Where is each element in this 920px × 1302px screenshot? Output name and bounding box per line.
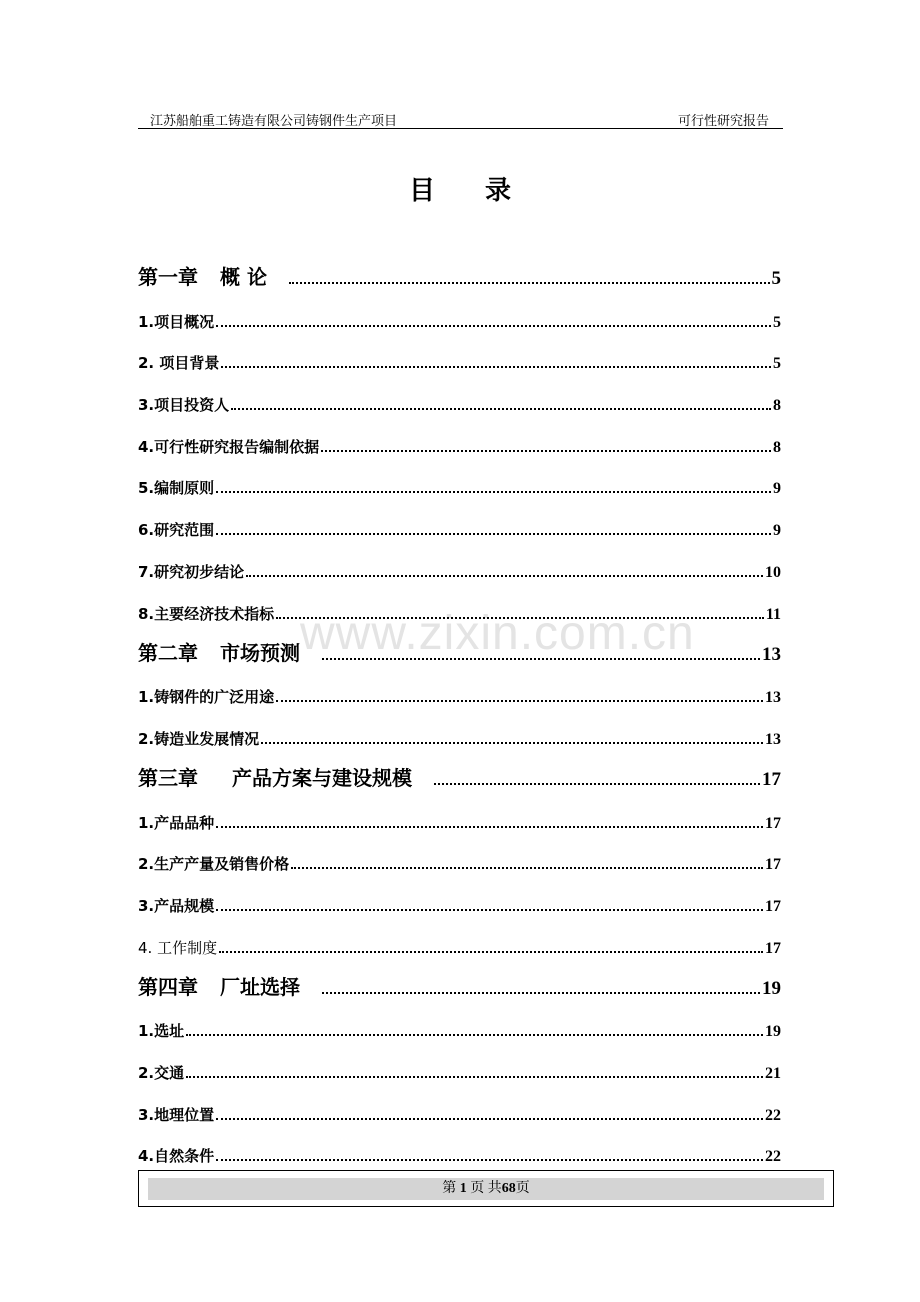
page-title: 目录	[408, 176, 561, 206]
toc-chapter-number: 第三章	[138, 765, 198, 790]
toc-chapter-title: 概 论	[220, 265, 267, 289]
toc-dot-leader	[216, 909, 763, 911]
toc-chapter-number: 第一章	[138, 265, 198, 289]
toc-section-row[interactable]	[138, 793, 781, 835]
toc-dot-leader	[276, 617, 764, 619]
toc-dot-leader	[291, 867, 763, 869]
toc-chapter-row[interactable]	[138, 960, 781, 1002]
footer-middle: 页 共	[470, 1181, 502, 1196]
toc-section-label: 2.生产产量及销售价格	[138, 855, 290, 874]
toc-dot-leader	[216, 325, 771, 327]
toc-page-number: 5	[773, 355, 781, 373]
toc-section-label: 6.研究范围	[138, 521, 215, 540]
toc-chapter-title: 厂址选择	[220, 974, 300, 999]
toc-section-label: 1.铸钢件的广泛用途	[138, 688, 275, 707]
toc-section-row[interactable]	[138, 668, 781, 710]
toc-section-row[interactable]	[138, 417, 781, 459]
footer-suffix: 页	[515, 1181, 530, 1196]
toc-section-label: 4.可行性研究报告编制依据	[138, 437, 320, 456]
toc-section-row[interactable]	[138, 375, 781, 417]
toc-chapter-label	[138, 637, 320, 668]
toc-dot-leader	[219, 951, 763, 953]
toc-page-number: 5	[773, 313, 781, 331]
toc-section-row[interactable]	[138, 876, 781, 918]
toc-dot-leader	[434, 783, 760, 785]
toc-page-number: 9	[773, 522, 781, 540]
toc-section-label: 1.选址	[138, 1022, 185, 1041]
toc-chapter-label	[138, 762, 432, 793]
toc-section-label: 3.产品规模	[138, 896, 215, 915]
toc-page-number: 13	[762, 643, 781, 665]
toc-page-number: 8	[773, 397, 781, 415]
toc-chapter-title: 产品方案与建设规模	[232, 765, 412, 790]
toc-section-row[interactable]	[138, 292, 781, 334]
toc-chapter-label	[138, 261, 287, 292]
footer-current-page: 1	[459, 1181, 467, 1196]
toc-section-label: 2.铸造业发展情况	[138, 729, 260, 748]
toc-page-number: 22	[765, 1106, 781, 1124]
toc-dot-leader	[186, 1034, 763, 1036]
toc-chapter-number: 第二章	[138, 640, 198, 665]
page-number-bar	[148, 1178, 824, 1200]
toc-section-row[interactable]	[138, 1085, 781, 1127]
toc-section-label: 2. 项目背景	[138, 354, 220, 373]
toc-page-number: 13	[765, 689, 781, 707]
toc-page-number: 19	[765, 1023, 781, 1041]
page-header	[138, 108, 783, 129]
toc-dot-leader	[186, 1076, 763, 1078]
toc-page-number: 5	[771, 268, 781, 289]
toc-page-number: 17	[765, 814, 781, 832]
toc-section-row[interactable]	[138, 1043, 781, 1085]
toc-section-row[interactable]	[138, 459, 781, 501]
toc-page-number: 17	[765, 939, 781, 957]
toc-page-number: 11	[765, 605, 781, 623]
footer-total-pages: 68	[501, 1181, 516, 1196]
page-footer	[138, 1170, 834, 1207]
toc-chapter-number: 第四章	[138, 974, 198, 999]
toc-chapter-row[interactable]	[138, 626, 781, 668]
toc-section-label: 3.项目投资人	[138, 396, 230, 415]
toc-dot-leader	[276, 700, 763, 702]
toc-section-label: 2.交通	[138, 1064, 185, 1082]
toc-section-label: 4.自然条件	[138, 1147, 215, 1166]
toc-dot-leader	[322, 992, 760, 994]
toc-section-label: 1.产品品种	[138, 813, 215, 832]
header-report-type: 可行性研究报告	[677, 114, 769, 129]
toc-page-number: 21	[765, 1065, 781, 1082]
toc-page-number: 9	[773, 480, 781, 498]
toc-section-row[interactable]	[138, 500, 781, 542]
toc-chapter-row[interactable]	[138, 751, 781, 793]
toc-section-row[interactable]	[138, 542, 781, 584]
toc-page-number: 13	[765, 730, 781, 748]
toc-chapter-row[interactable]	[138, 250, 781, 292]
toc-page-number: 22	[765, 1148, 781, 1166]
toc-section-label: 7.研究初步结论	[138, 562, 245, 581]
watermark: www.zixin.com.cn	[300, 607, 695, 660]
toc-dot-leader	[231, 408, 771, 410]
toc-dot-leader	[216, 1118, 763, 1120]
toc-dot-leader	[322, 658, 760, 660]
toc-section-label: 8.主要经济技术指标	[138, 604, 275, 623]
toc-chapter-title: 市场预测	[220, 640, 300, 665]
toc-dot-leader	[216, 491, 771, 493]
toc-page-number: 17	[765, 897, 781, 915]
footer-prefix: 第	[442, 1181, 457, 1196]
toc-dot-leader	[246, 575, 763, 577]
toc-section-row[interactable]	[138, 835, 781, 877]
table-of-contents	[138, 250, 781, 1168]
toc-dot-leader	[221, 366, 771, 368]
toc-dot-leader	[216, 533, 771, 535]
toc-section-row[interactable]	[138, 709, 781, 751]
toc-dot-leader	[216, 826, 763, 828]
toc-dot-leader	[289, 282, 770, 284]
toc-section-label: 5.编制原则	[138, 479, 215, 498]
toc-section-row[interactable]	[138, 584, 781, 626]
toc-section-label: 4. 工作制度	[138, 938, 218, 957]
toc-dot-leader	[216, 1159, 763, 1161]
header-project-name: 江苏船舶重工铸造有限公司铸钢件生产项目	[150, 114, 398, 129]
toc-page-number: 17	[762, 768, 781, 790]
toc-dot-leader	[261, 742, 763, 744]
toc-page-number: 10	[765, 563, 781, 581]
toc-section-label: 3.地理位置	[138, 1105, 215, 1124]
toc-page-number: 19	[762, 977, 781, 999]
toc-page-number: 8	[773, 438, 781, 456]
toc-section-row[interactable]	[138, 918, 781, 960]
toc-section-row[interactable]	[138, 1127, 781, 1169]
toc-section-label: 1.项目概况	[138, 312, 215, 331]
toc-section-row[interactable]	[138, 1002, 781, 1044]
toc-section-row[interactable]	[138, 334, 781, 376]
toc-page-number: 17	[765, 856, 781, 874]
toc-chapter-label	[138, 971, 320, 1002]
toc-dot-leader	[321, 450, 771, 452]
